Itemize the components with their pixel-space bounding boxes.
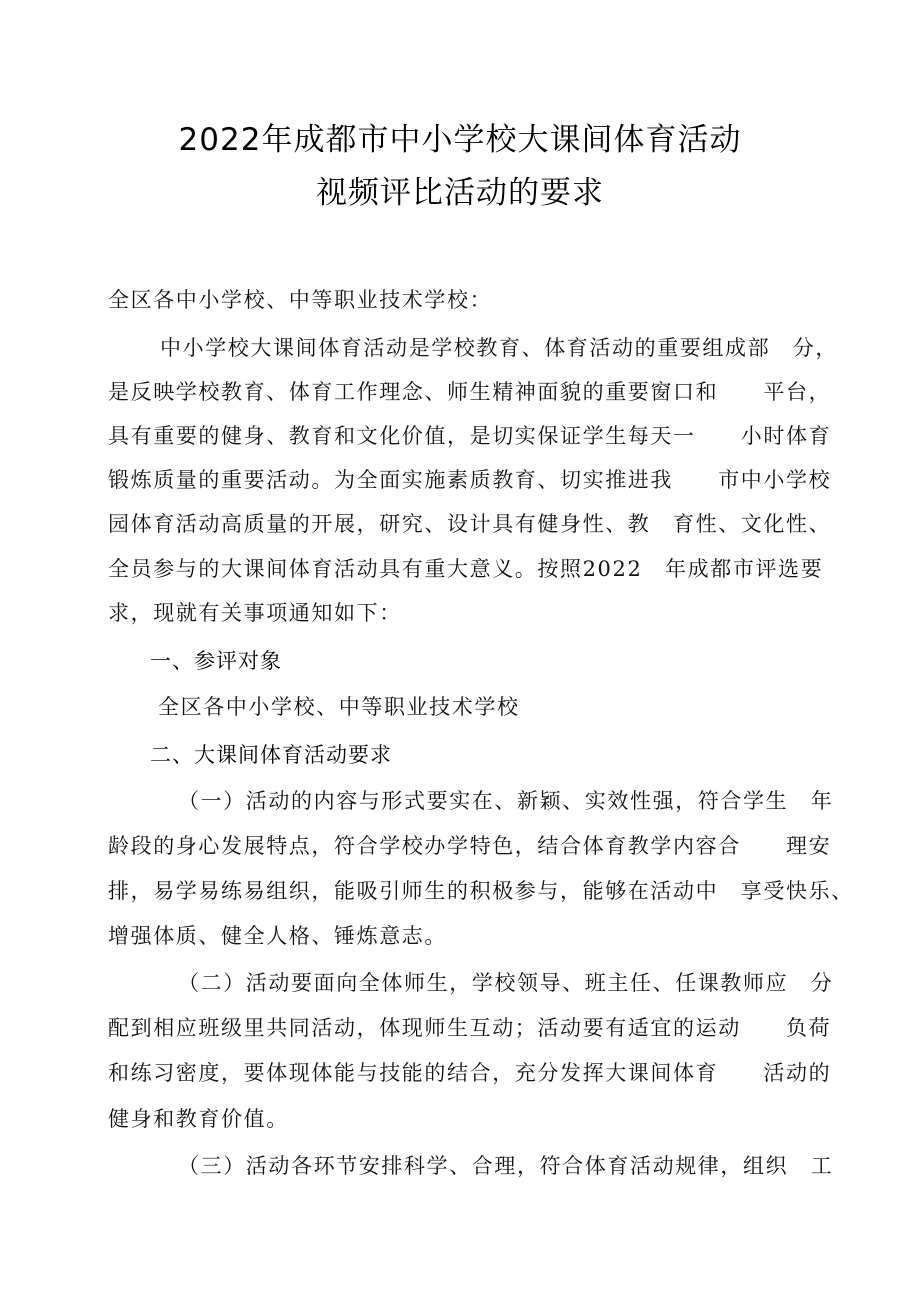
intro-paragraph-line: 锻炼质量的重要活动。为全面实施素质教育、切实推进我 市中小学校	[108, 468, 832, 492]
requirement-item-line: 和练习密度，要体现体能与技能的结合，充分发挥大课间体育 活动的	[108, 1061, 832, 1085]
requirement-item-line: （一）活动的内容与形式要实在、新颖、实效性强，符合学生 年	[178, 789, 834, 813]
intro-paragraph-line: 全员参与的大课间体育活动具有重大意义。按照2022 年成都市评选要	[108, 557, 824, 581]
requirement-item-line: （三）活动各环节安排科学、合理，符合体育活动规律，组织 工	[178, 1154, 834, 1178]
section-body: 全区各中小学校、中等职业技术学校	[158, 695, 520, 719]
requirement-item-line: 增强体质、健全人格、锤炼意志。	[108, 924, 447, 948]
requirement-item-line: （二）活动要面向全体师生，学校领导、班主任、任课教师应 分	[178, 971, 834, 995]
requirement-item-line: 排，易学易练易组织，能吸引师生的积极参与，能够在活动中 享受快乐、	[108, 879, 854, 903]
section-heading: 二、大课间体育活动要求	[150, 743, 392, 767]
intro-paragraph-line: 具有重要的健身、教育和文化价值，是切实保证学生每天一 小时体育	[108, 424, 832, 448]
document-title-line-1: 2022年成都市中小学校大课间体育活动	[178, 122, 742, 158]
intro-paragraph-line: 中小学校大课间体育活动是学校教育、体育活动的重要组成部 分，	[160, 336, 838, 360]
addressee: 全区各中小学校、中等职业技术学校：	[108, 288, 493, 312]
intro-paragraph-line: 求，现就有关事项通知如下：	[108, 601, 402, 625]
requirement-item-line: 健身和教育价值。	[108, 1107, 289, 1131]
requirement-item-line: 龄段的身心发展特点，符合学校办学特色，结合体育教学内容合 理安	[108, 834, 832, 858]
document-title-line-2: 视频评比活动的要求	[316, 175, 604, 211]
intro-paragraph-line: 园体育活动高质量的开展，研究、设计具有健身性、教 育性、文化性、	[108, 512, 832, 536]
section-heading: 一、参评对象	[150, 649, 282, 673]
intro-paragraph-line: 是反映学校教育、体育工作理念、师生精神面貌的重要窗口和 平台，	[108, 380, 832, 404]
requirement-item-line: 配到相应班级里共同活动，体现师生互动；活动要有适宜的运动 负荷	[108, 1016, 832, 1040]
